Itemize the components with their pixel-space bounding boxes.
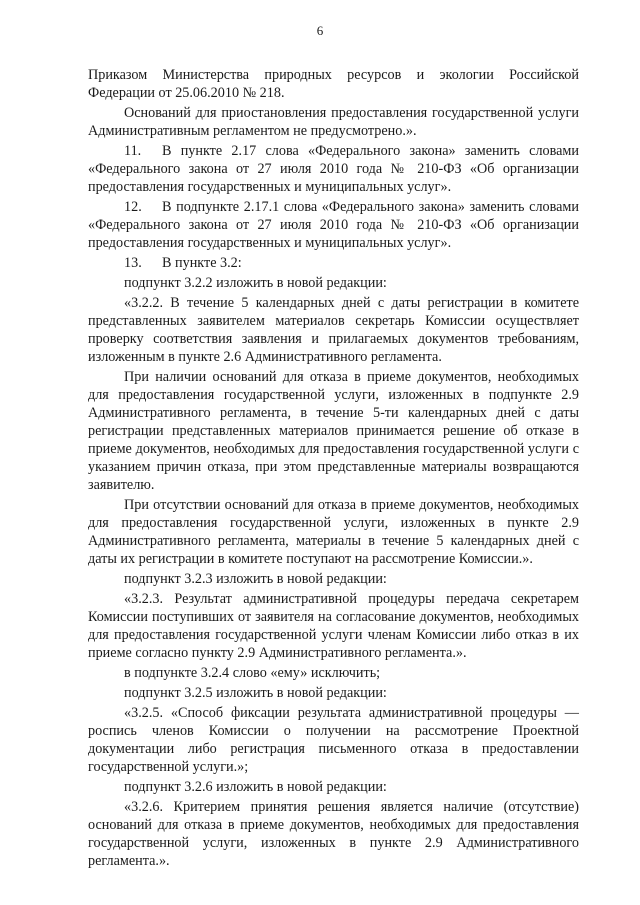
paragraph-text: В пункте 3.2: [162,255,242,271]
paragraph: подпункт 3.2.5 изложить в новой редакции: [124,685,387,701]
paragraph: в подпункте 3.2.4 слово «ему» исключить; [124,665,381,681]
paragraph: Приказом Министерства природных ресурсов и экологии Российской Федерации от 25.06.2010 № 218. [88,67,579,101]
numbered-paragraph [88,254,579,272]
item-number: 13. [124,255,142,271]
paragraph: «3.2.2. В течение 5 календарных дней с даты регистрации в комитете представленных заявителем материалов секретарь Комиссии осуществляет проверку соответствия заявления и прилагаемых документов требованиям, изложенным в пункте 2.6 Административного регламента. [88,295,579,365]
paragraph-text: В пункте 2.17 слова «Федерального закона» заменить словами «Федерального закона от 27 июля 2010 года № 210-ФЗ «Об организации предоставления государственных и муниципальных услуг». [88,143,579,195]
paragraph: При отсутствии оснований для отказа в приеме документов, необходимых для предоставления государственной услуги, изложенных в пункте 2.9 Административного регламента, материалы в течение 5 календарных дней с даты их регистрации в комитете поступают на рассмотрение Комиссии.». [88,497,579,567]
paragraph: «3.2.5. «Способ фиксации результата административной процедуры — роспись членов Комиссии о получении на рассмотрение Проектной документации либо регистрация письменного отказа в предоставлении государственной услуги.»; [88,705,579,775]
numbered-paragraph [88,142,579,196]
paragraph: Оснований для приостановления предоставления государственной услуги Административным регламентом не предусмотрено.». [88,105,579,139]
paragraph: При наличии оснований для отказа в приеме документов, необходимых для предоставления государственной услуги, изложенных в подпункте 2.9 Административного регламента, в течение 5-ти календарных дней с даты регистрации представленных материалов принимается решение об отказе в приеме документов, необходимых для предоставления государственной услуги с указанием причин отказа, при этом представленные материалы возвращаются заявителю. [88,369,579,493]
item-number: 11. [124,143,142,159]
paragraph: «3.2.3. Результат административной процедуры передача секретарем Комиссии поступивших от заявителя на согласование документов, необходимых для предоставления государственной услуги членам Комиссии либо отказ в их приеме согласно пункту 2.9 Административного регламента.». [88,591,579,661]
paragraph: подпункт 3.2.3 изложить в новой редакции: [124,571,387,587]
paragraph: «3.2.6. Критерием принятия решения является наличие (отсутствие) оснований для отказа в приеме документов, необходимых для предоставления государственной услуги, изложенных в пункте 2.9 Административного регламента.». [88,799,579,869]
paragraph: подпункт 3.2.2 изложить в новой редакции: [124,275,387,291]
numbered-paragraph [88,198,579,252]
item-number: 12. [124,199,142,215]
paragraph: подпункт 3.2.6 изложить в новой редакции: [124,779,387,795]
document-body [88,66,579,870]
page-number: 6 [316,23,324,38]
paragraph-text: В подпункте 2.17.1 слова «Федерального закона» заменить словами «Федерального закона от 27 июля 2010 года № 210-ФЗ «Об организации предоставления государственных и муниципальных услуг». [88,199,579,251]
